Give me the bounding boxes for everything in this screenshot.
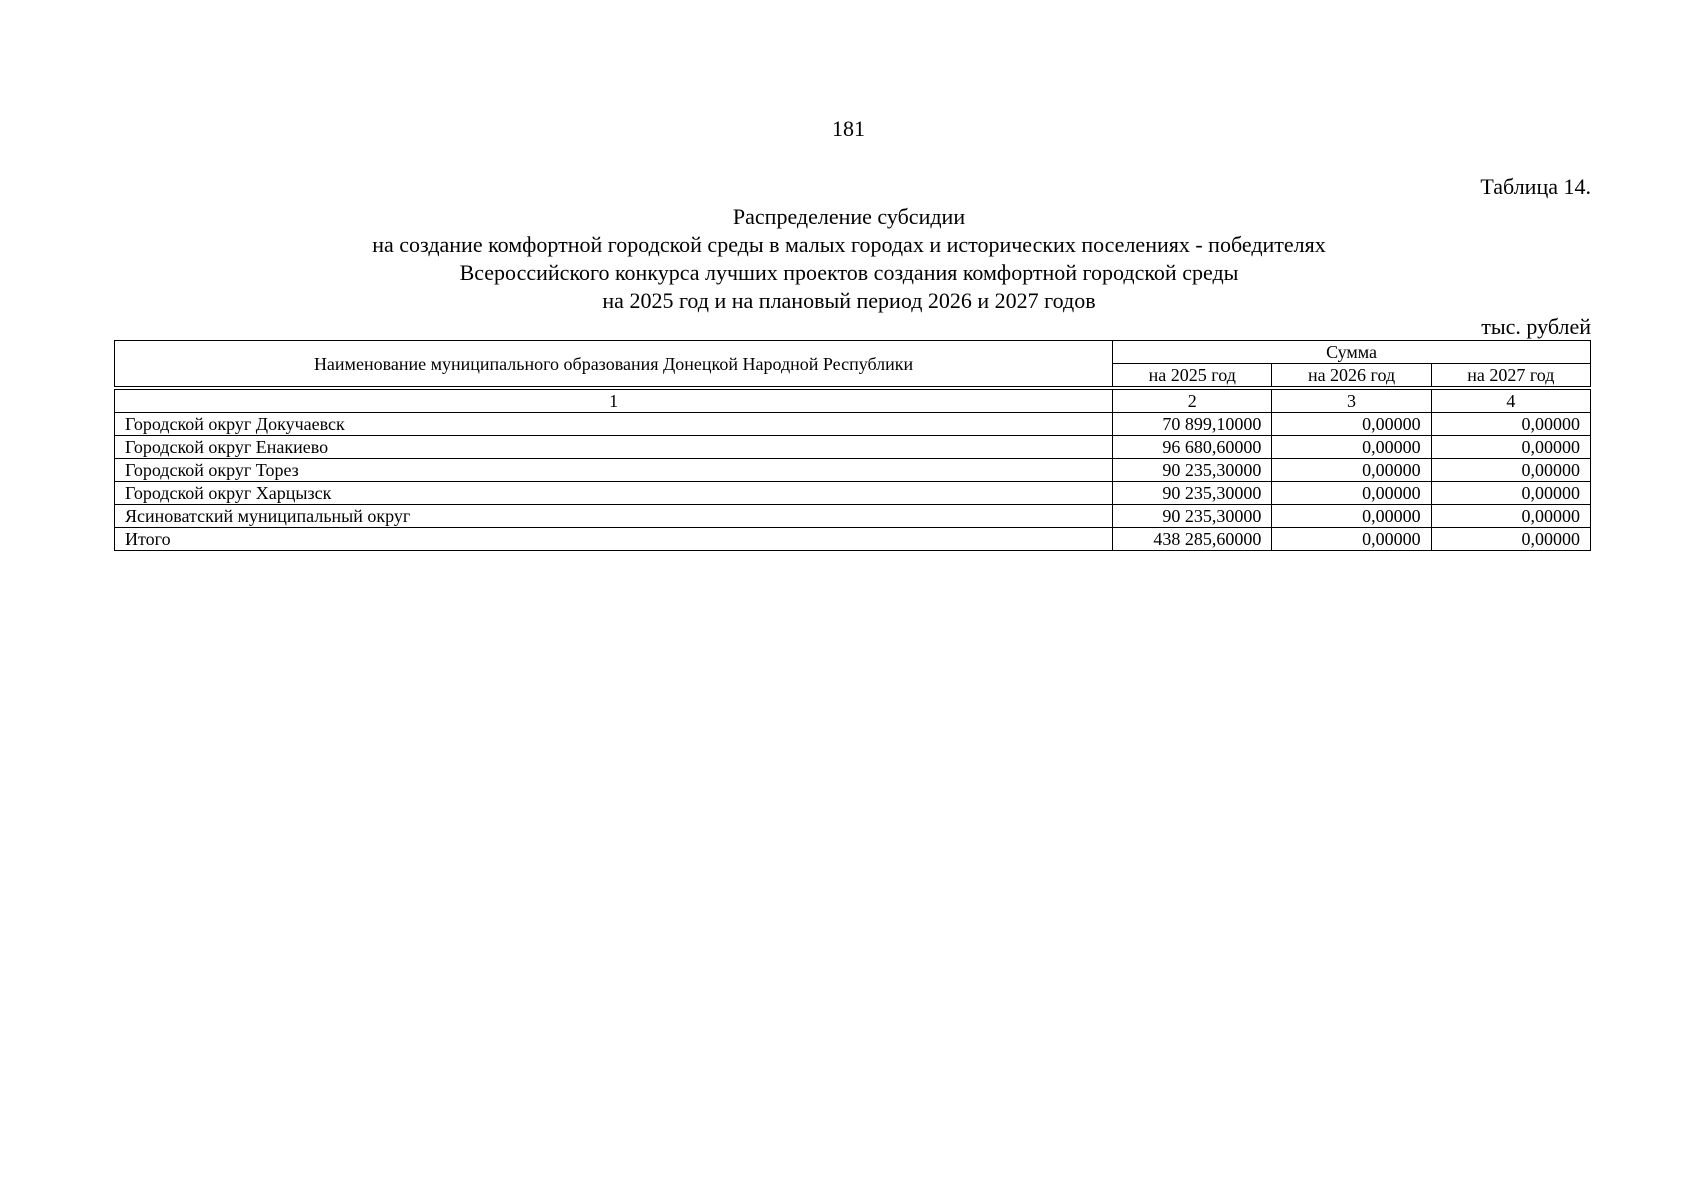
column-number: 4 — [1431, 388, 1590, 413]
municipality-name: Городской округ Докучаевск — [115, 413, 1113, 436]
table-row — [115, 482, 1591, 505]
total-2025: 438 285,60000 — [1113, 528, 1272, 551]
header-year-2027: на 2027 год — [1431, 364, 1590, 389]
value-2025: 90 235,30000 — [1113, 459, 1272, 482]
total-row — [115, 528, 1591, 551]
municipality-name: Городской округ Харцызск — [115, 482, 1113, 505]
total-2026: 0,00000 — [1272, 528, 1431, 551]
header-name: Наименование муниципального образования Донецкой Народной Республики — [115, 341, 1113, 389]
table-row — [115, 436, 1591, 459]
value-2026: 0,00000 — [1272, 436, 1431, 459]
value-2027: 0,00000 — [1431, 459, 1590, 482]
header-row-1 — [115, 341, 1591, 364]
header-sum: Сумма — [1113, 341, 1591, 364]
column-number: 3 — [1272, 388, 1431, 413]
value-2025: 90 235,30000 — [1113, 482, 1272, 505]
title-line-1: Распределение субсидии — [732, 204, 966, 229]
column-number: 1 — [115, 388, 1113, 413]
title-line-2: на создание комфортной городской среды в малых городах и исторических поселениях - победителях — [372, 232, 1326, 257]
value-2026: 0,00000 — [1272, 505, 1431, 528]
total-label: Итого — [115, 528, 1113, 551]
table-label: Таблица 14. — [1480, 174, 1591, 199]
value-2025: 96 680,60000 — [1113, 436, 1272, 459]
table-row — [115, 505, 1591, 528]
document-title — [114, 203, 1584, 315]
value-2027: 0,00000 — [1431, 505, 1590, 528]
page-number: 181 — [832, 116, 865, 141]
value-2027: 0,00000 — [1431, 413, 1590, 436]
table-row — [115, 413, 1591, 436]
municipality-name: Городской округ Енакиево — [115, 436, 1113, 459]
table-row — [115, 459, 1591, 482]
value-2025: 70 899,10000 — [1113, 413, 1272, 436]
header-year-2026: на 2026 год — [1272, 364, 1431, 389]
total-2027: 0,00000 — [1431, 528, 1590, 551]
municipality-name: Городской округ Торез — [115, 459, 1113, 482]
value-2026: 0,00000 — [1272, 459, 1431, 482]
column-number: 2 — [1113, 388, 1272, 413]
value-2025: 90 235,30000 — [1113, 505, 1272, 528]
column-number-row — [115, 388, 1591, 413]
municipality-name: Ясиноватский муниципальный округ — [115, 505, 1113, 528]
subsidy-table — [114, 340, 1591, 551]
value-2026: 0,00000 — [1272, 482, 1431, 505]
header-year-2025: на 2025 год — [1113, 364, 1272, 389]
title-line-3: Всероссийского конкурса лучших проектов создания комфортной городской среды — [459, 260, 1239, 285]
value-2027: 0,00000 — [1431, 436, 1590, 459]
units-label: тыс. рублей — [1481, 314, 1591, 339]
value-2027: 0,00000 — [1431, 482, 1590, 505]
value-2026: 0,00000 — [1272, 413, 1431, 436]
title-line-4: на 2025 год и на плановый период 2026 и 2027 годов — [602, 288, 1096, 313]
